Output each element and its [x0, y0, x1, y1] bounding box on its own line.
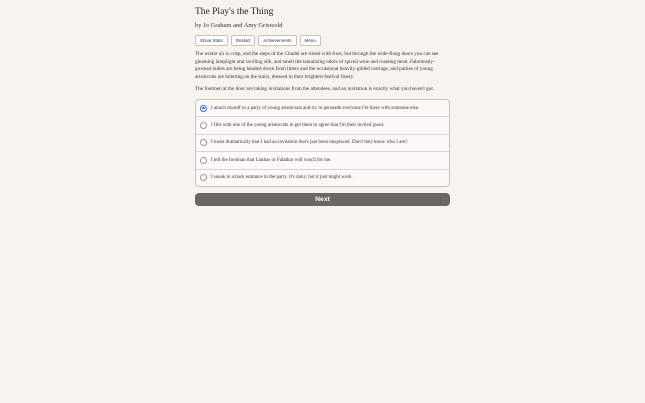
story-paragraph-2: The footmen at the door are taking invitations from the attendees, and an invitation is exactly what you haven't got.	[195, 86, 435, 93]
game-authors: by Jo Graham and Amy Griswold	[195, 22, 283, 29]
show-stats-button[interactable]: Show Stats	[195, 35, 228, 46]
choice-list	[195, 99, 450, 187]
choice-option-3[interactable]	[196, 134, 449, 151]
choice-option-1[interactable]	[196, 100, 449, 116]
radio-selected-icon[interactable]	[200, 105, 207, 112]
choice-option-5[interactable]	[196, 169, 449, 186]
game-title: The Play's the Thing	[195, 7, 274, 17]
achievements-button[interactable]: Achievements	[258, 35, 296, 46]
choice-label: I attach myself to a party of young aristocrats and try to persuade everyone I'm there with someone else.	[211, 105, 420, 111]
menu-button[interactable]: Menu	[300, 35, 321, 46]
choice-label: I flirt with one of the young aristocrats to get them to agree that I'm their invited guest.	[211, 123, 385, 129]
radio-icon[interactable]	[200, 157, 207, 164]
choice-label: I sneak in a back entrance to the party. It's risky, but it just might work.	[211, 175, 353, 181]
radio-icon[interactable]	[200, 122, 207, 129]
choice-label: I insist dramatically that I had an invitation that's just been misplaced. Don't they know who I am?	[211, 140, 408, 146]
choice-option-2[interactable]	[196, 116, 449, 133]
game-container	[195, 6, 450, 206]
toolbar	[195, 35, 450, 46]
radio-icon[interactable]	[200, 139, 207, 146]
choice-option-4[interactable]	[196, 151, 449, 168]
next-button[interactable]: Next	[195, 193, 450, 206]
choice-label: I tell the footman that Liathas or Falathar will vouch for me.	[211, 157, 332, 163]
radio-icon[interactable]	[200, 174, 207, 181]
story-paragraph-1: The winter air is crisp, and the steps of the Citadel are rimed with frost, but through the wide-flung doors you can see gleaming lamplight and swirling silk, and smell the tantalizing odors of spiced wine and roasting meat. Fabulously-gowned ladies are being handed down from litters and the occasional heavily-gilded carriage, and parties of young aristocrats are loitering on the stairs, dressed in their brightest festival finery.	[195, 51, 439, 80]
restart-button[interactable]: Restart	[231, 35, 256, 46]
